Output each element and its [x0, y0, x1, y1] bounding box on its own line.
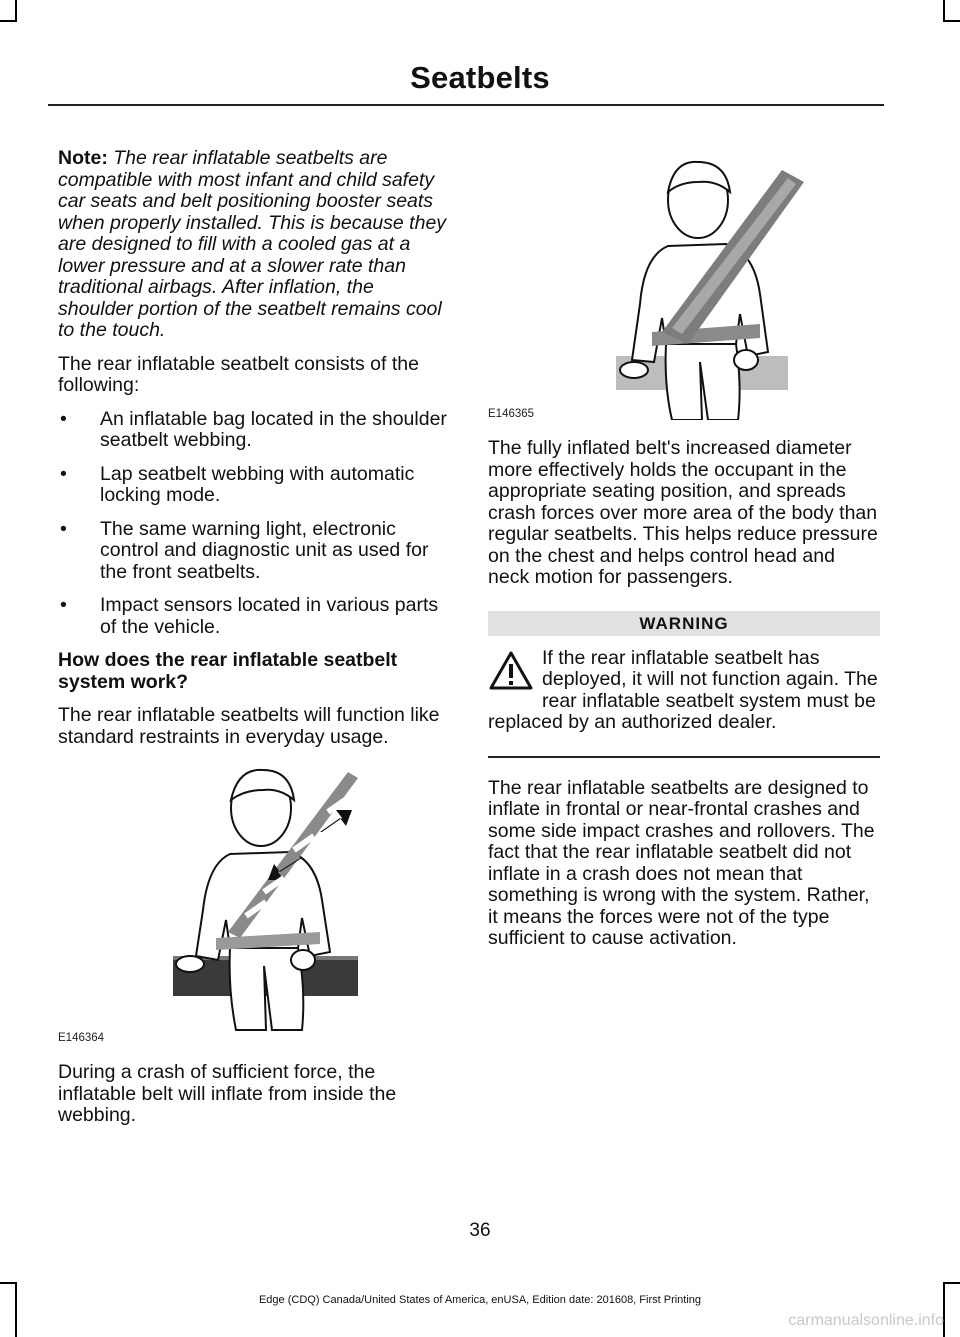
page-number: 36 — [469, 1220, 491, 1241]
bullet-icon: • — [60, 594, 67, 616]
header-rule — [48, 104, 884, 106]
crop-mark-bottom-right-h — [943, 1282, 960, 1284]
warning-box — [488, 648, 880, 734]
deployment-paragraph: The rear inflatable seatbelts are designed to inflate in frontal or near-frontal crashes and some side impact crashes and rollovers. The fact that the rear inflatable seatbelt did not inflate in a crash does not mean that something is wrong with the system. Rather, it means the forces were not of the type sufficient to cause activation. — [488, 776, 875, 949]
edition-footer: Edge (CDQ) Canada/United States of America, enUSA, Edition date: 201608, First Printing — [258, 1294, 702, 1306]
bullet-icon: • — [60, 517, 67, 540]
inflation-paragraph: During a crash of sufficient force, the inflatable belt will inflate from inside the webbing. — [58, 1061, 397, 1126]
crop-mark-top-left-v — [15, 0, 17, 22]
list-item — [58, 464, 450, 507]
list-item-text: An inflatable bag located in the shoulder seatbelt webbing. — [100, 407, 447, 451]
figure-child-belt-inflated — [488, 148, 880, 420]
child-seatbelt-inflated-illustration — [488, 148, 880, 420]
note-paragraph — [58, 148, 450, 342]
component-list — [58, 409, 450, 639]
page-title: Seatbelts — [410, 60, 550, 95]
note-text: The rear inflatable seatbelts are compatible with most infant and child safety car seats and belt positioning booster seats when properly installed. This is because they are designed to fill with a cooled gas at a lower pressure and at a slower rate than traditional airbags. After inflation, the shoulder portion of the seatbelt remains cool to the touch. — [58, 147, 447, 341]
bullet-icon: • — [60, 462, 67, 485]
usage-paragraph: The rear inflatable seatbelts will function like standard restraints in everyday usage. — [58, 704, 440, 748]
crop-mark-top-left-h — [0, 20, 17, 22]
list-item-text: Impact sensors located in various parts of the vehicle. — [100, 594, 439, 638]
list-item-text: The same warning light, electronic control and diagnostic unit as used for the front seatbelts. — [100, 517, 429, 583]
warning-heading: WARNING — [488, 611, 880, 636]
warning-rule — [488, 756, 880, 758]
right-column — [488, 148, 880, 962]
bullet-icon: • — [60, 407, 67, 430]
inflated-paragraph: The fully inflated belt's increased diameter more effectively holds the occupant in the appropriate seating position, and spreads crash forces over more area of the body than regular seatbelts. This helps reduce pressure on the chest and helps control head and neck motion for passengers. — [488, 437, 878, 588]
left-column — [58, 148, 450, 1139]
figure-code: E146364 — [58, 1032, 105, 1044]
intro-paragraph: The rear inflatable seatbelt consists of the following: — [58, 352, 419, 396]
watermark: carmanualsonline.info — [788, 1312, 944, 1329]
crop-mark-top-right-h — [943, 20, 960, 22]
warning-triangle-icon — [488, 650, 534, 692]
list-item — [58, 595, 450, 638]
crop-mark-top-right-v — [943, 0, 945, 22]
child-seatbelt-inflating-illustration — [58, 760, 450, 1044]
list-item-text: Lap seatbelt webbing with automatic locking mode. — [100, 462, 415, 506]
section-heading: How does the rear inflatable seatbelt system work? — [58, 649, 398, 693]
list-item — [58, 519, 450, 584]
note-label: Note: — [58, 147, 108, 169]
warning-text: If the rear inflatable seatbelt has deployed, it will not function again. The rear inflatable seatbelt system must be replaced by an authorized dealer. — [488, 646, 878, 733]
figure-code: E146365 — [488, 408, 535, 420]
list-item — [58, 409, 450, 452]
crop-mark-bottom-left-v — [15, 1282, 17, 1337]
crop-mark-bottom-left-h — [0, 1282, 17, 1284]
figure-child-belt-inflating — [58, 760, 450, 1044]
